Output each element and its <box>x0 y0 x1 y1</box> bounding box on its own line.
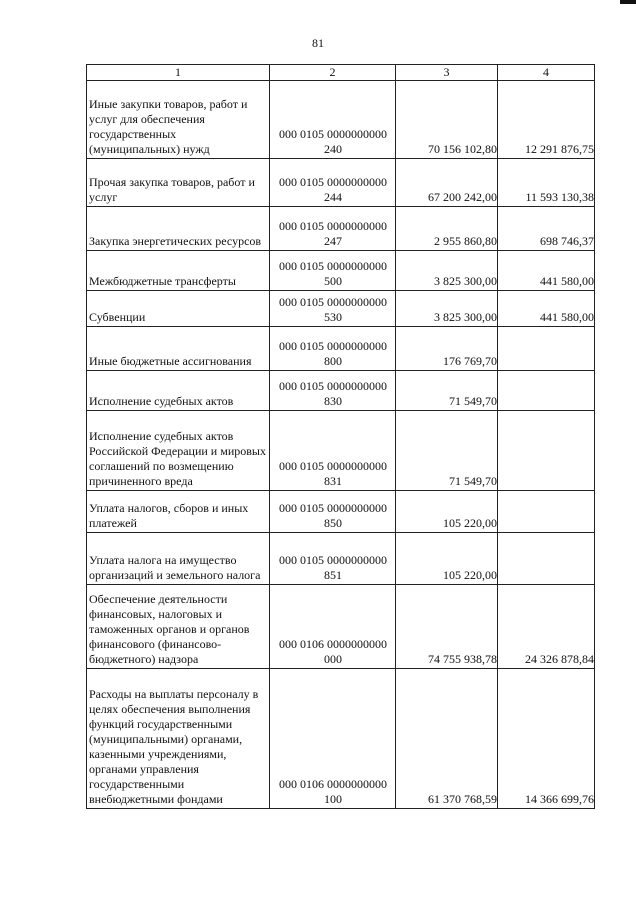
header-cell: 3 <box>396 65 498 81</box>
row-name-cell: Прочая закупка товаров, работ и услуг <box>87 159 270 207</box>
row-col4-value: 11 593 130,38 <box>498 159 595 207</box>
table-header-row <box>87 65 595 81</box>
row-code-cell <box>270 411 396 491</box>
row-col3-value: 3 825 300,00 <box>396 251 498 291</box>
row-col4-value: 24 326 878,84 <box>498 585 595 669</box>
row-col3-value: 2 955 860,80 <box>396 207 498 251</box>
row-code-cell <box>270 291 396 327</box>
row-code-cell <box>270 669 396 809</box>
row-code-cell <box>270 491 396 533</box>
row-code-cell <box>270 533 396 585</box>
row-name-cell: Исполнение судебных актов Российской Федерации и мировых соглашений по возмещению причиненного вреда <box>87 411 270 491</box>
row-code-main: 000 0105 0000000000 <box>279 127 387 141</box>
row-code-main: 000 0106 0000000000 <box>279 777 387 791</box>
table-row <box>87 585 595 669</box>
row-code-sub: 830 <box>324 394 342 408</box>
row-col3-value: 3 825 300,00 <box>396 291 498 327</box>
row-name-cell: Межбюджетные трансферты <box>87 251 270 291</box>
page-number: 81 <box>312 36 324 50</box>
row-code-sub: 244 <box>324 190 342 204</box>
row-name-cell: Уплата налогов, сборов и иных платежей <box>87 491 270 533</box>
row-col3-value: 176 769,70 <box>396 327 498 371</box>
row-code-sub: 247 <box>324 234 342 248</box>
row-code-sub: 530 <box>324 310 342 324</box>
row-code-sub: 100 <box>324 792 342 806</box>
row-col3-value: 67 200 242,00 <box>396 159 498 207</box>
row-col3-value: 105 220,00 <box>396 533 498 585</box>
row-code-sub: 831 <box>324 474 342 488</box>
row-col4-value: 14 366 699,76 <box>498 669 595 809</box>
row-col4-value <box>498 491 595 533</box>
table-row <box>87 533 595 585</box>
row-col3-value: 105 220,00 <box>396 491 498 533</box>
row-col3-value: 61 370 768,59 <box>396 669 498 809</box>
row-code-cell <box>270 327 396 371</box>
row-code-sub: 800 <box>324 354 342 368</box>
row-col4-value <box>498 411 595 491</box>
row-code-cell <box>270 585 396 669</box>
row-name-cell: Исполнение судебных актов <box>87 371 270 411</box>
row-code-sub: 850 <box>324 516 342 530</box>
row-name-cell: Расходы на выплаты персоналу в целях обеспечения выполнения функций государственными (муниципальными) органами, казенными учреждениями, органами управления государственными внебюджетными фондами <box>87 669 270 809</box>
header-cell: 2 <box>270 65 396 81</box>
row-col4-value <box>498 533 595 585</box>
table-row <box>87 251 595 291</box>
row-code-cell <box>270 371 396 411</box>
row-col4-value: 441 580,00 <box>498 291 595 327</box>
corner-mark <box>620 0 636 4</box>
row-col4-value: 12 291 876,75 <box>498 81 595 159</box>
row-code-main: 000 0105 0000000000 <box>279 501 387 515</box>
row-name-cell: Закупка энергетических ресурсов <box>87 207 270 251</box>
row-name-cell: Обеспечение деятельности финансовых, налоговых и таможенных органов и органов финансового (финансово-бюджетного) надзора <box>87 585 270 669</box>
row-col3-value: 70 156 102,80 <box>396 81 498 159</box>
row-name-cell: Уплата налога на имущество организаций и земельного налога <box>87 533 270 585</box>
table-row <box>87 491 595 533</box>
header-cell: 1 <box>87 65 270 81</box>
table-row <box>87 291 595 327</box>
row-code-cell <box>270 251 396 291</box>
header-cell: 4 <box>498 65 595 81</box>
row-code-cell <box>270 81 396 159</box>
row-code-main: 000 0105 0000000000 <box>279 175 387 189</box>
row-name-cell: Иные закупки товаров, работ и услуг для обеспечения государственных (муниципальных) нужд <box>87 81 270 159</box>
table-row <box>87 81 595 159</box>
row-code-sub: 240 <box>324 142 342 156</box>
row-name-cell: Иные бюджетные ассигнования <box>87 327 270 371</box>
row-code-main: 000 0105 0000000000 <box>279 295 387 309</box>
row-code-main: 000 0105 0000000000 <box>279 219 387 233</box>
row-code-main: 000 0105 0000000000 <box>279 259 387 273</box>
row-code-main: 000 0105 0000000000 <box>279 339 387 353</box>
row-col3-value: 71 549,70 <box>396 411 498 491</box>
row-code-cell <box>270 159 396 207</box>
row-code-main: 000 0106 0000000000 <box>279 637 387 651</box>
row-col4-value: 441 580,00 <box>498 251 595 291</box>
table-row <box>87 411 595 491</box>
table-row <box>87 207 595 251</box>
row-col3-value: 71 549,70 <box>396 371 498 411</box>
table-row <box>87 159 595 207</box>
row-code-sub: 851 <box>324 568 342 582</box>
row-code-sub: 000 <box>324 652 342 666</box>
row-code-main: 000 0105 0000000000 <box>279 553 387 567</box>
row-code-main: 000 0105 0000000000 <box>279 459 387 473</box>
row-code-sub: 500 <box>324 274 342 288</box>
row-col4-value <box>498 371 595 411</box>
budget-table <box>86 64 595 809</box>
table-row <box>87 669 595 809</box>
row-code-cell <box>270 207 396 251</box>
row-col4-value <box>498 327 595 371</box>
row-name-cell: Субвенции <box>87 291 270 327</box>
row-code-main: 000 0105 0000000000 <box>279 379 387 393</box>
row-col3-value: 74 755 938,78 <box>396 585 498 669</box>
table-row <box>87 327 595 371</box>
table-row <box>87 371 595 411</box>
row-col4-value: 698 746,37 <box>498 207 595 251</box>
